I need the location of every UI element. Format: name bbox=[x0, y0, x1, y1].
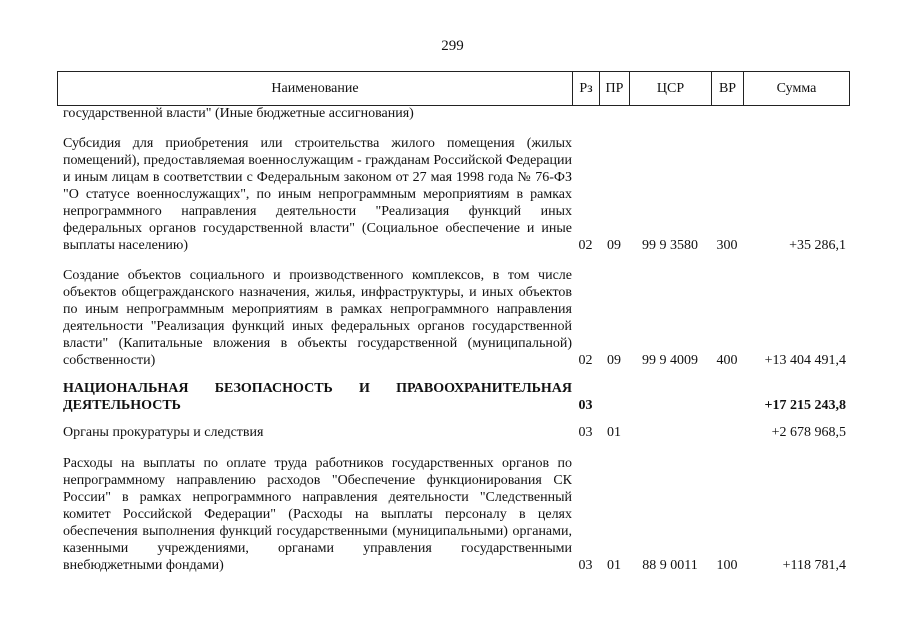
row-pr: 01 bbox=[607, 425, 621, 440]
row-rz: 02 bbox=[578, 238, 593, 253]
row-rz: 03 bbox=[578, 425, 593, 440]
table-body bbox=[57, 106, 850, 574]
row-csr: 88 9 0011 bbox=[642, 558, 698, 573]
row-sum: +13 404 491,4 bbox=[764, 353, 846, 368]
header-pr: ПР bbox=[600, 72, 630, 105]
header-sum: Сумма bbox=[776, 80, 817, 96]
table-row bbox=[57, 424, 850, 441]
row-csr: 99 9 3580 bbox=[642, 238, 698, 253]
row-sum: +17 215 243,8 bbox=[764, 398, 846, 413]
row-name: государственной власти" (Иные бюджетные ассигнования) bbox=[63, 106, 414, 121]
table-row bbox=[57, 105, 850, 122]
header-csr: ЦСР bbox=[630, 72, 712, 105]
row-sum: +2 678 968,5 bbox=[771, 425, 846, 440]
header-name: Наименование bbox=[58, 72, 573, 105]
row-vr: 100 bbox=[716, 558, 738, 573]
row-name: Создание объектов социального и производственного комплексов, в том числе объектов общегражданского назначения, жилья, инфраструктуры, и иных объектов по иным непрограммным мероприятиям в рамках непрограммного направления деятельности "Реализация функций иных федеральных органов государственной власти" (Капитальные вложения в объекты государственной (муниципальной) собственности) bbox=[63, 268, 572, 368]
table-row bbox=[57, 267, 850, 369]
row-name: Органы прокуратуры и следствия bbox=[63, 425, 264, 440]
row-csr: 99 9 4009 bbox=[642, 353, 698, 368]
header-vr: ВР bbox=[712, 72, 744, 105]
row-vr: 300 bbox=[716, 238, 738, 253]
row-pr: 09 bbox=[607, 353, 621, 368]
row-pr: 09 bbox=[607, 238, 621, 253]
table-row bbox=[57, 455, 850, 574]
row-sum: +35 286,1 bbox=[789, 238, 846, 253]
row-rz: 03 bbox=[578, 398, 593, 413]
row-rz: 02 bbox=[578, 353, 593, 368]
row-rz: 03 bbox=[578, 558, 593, 573]
row-vr: 400 bbox=[716, 353, 738, 368]
row-sum: +118 781,4 bbox=[782, 558, 846, 573]
table-row bbox=[57, 135, 850, 254]
row-name: Субсидия для приобретения или строительства жилого помещения (жилых помещений), предоставляемая военнослужащим - гражданам Российской Федерации и иным лицам в соответствии с Федеральным законом от 27 мая 1998 года № 76-ФЗ "О статусе военнослужащих", по иным непрограммным мероприятиям в рамках непрограммного направления деятельности "Реализация функций иных федеральных органов государственной власти" (Социальное обеспечение и иные выплаты населению) bbox=[63, 136, 572, 253]
row-pr: 01 bbox=[607, 558, 621, 573]
table-header bbox=[57, 71, 850, 106]
table-row-section bbox=[57, 380, 850, 414]
row-name: НАЦИОНАЛЬНАЯ БЕЗОПАСНОСТЬ И ПРАВООХРАНИТЕЛЬНАЯ ДЕЯТЕЛЬНОСТЬ bbox=[63, 381, 572, 413]
row-name: Расходы на выплаты по оплате труда работников государственных органов по непрограммному направлению расходов "Обеспечение функционирования СК России" в рамках непрограммного направления деятельности "Следственный комитет Российской Федерации" (Расходы на выплаты персоналу в целях обеспечения выполнения функций государственными (муниципальными) органами, казенными учреждениями, органами управления государственными внебюджетными фондами) bbox=[63, 456, 572, 573]
page-number: 299 bbox=[441, 38, 464, 54]
header-rz: Рз bbox=[573, 72, 600, 105]
